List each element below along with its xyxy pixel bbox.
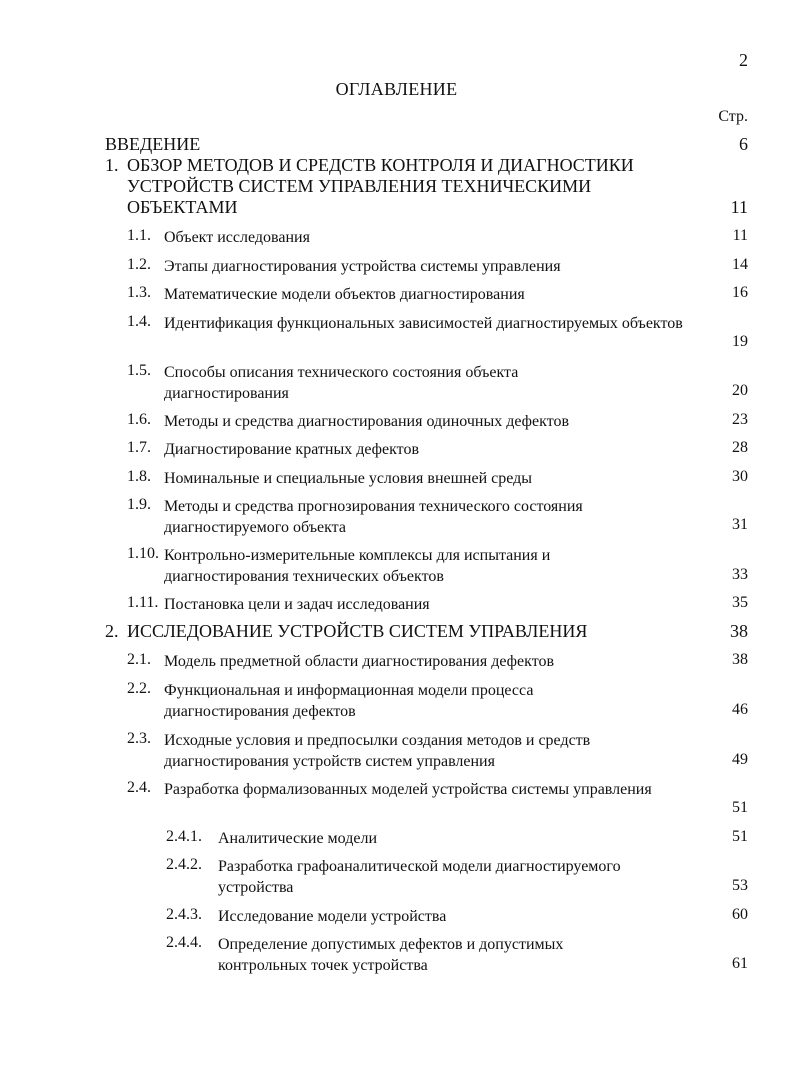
toc-entry-page: 60 (732, 906, 748, 923)
toc-entry-page: 11 (730, 197, 748, 217)
toc-entry-text: ВВЕДЕНИЕ (105, 134, 201, 154)
toc-entry-number: 2.2. (127, 680, 151, 697)
toc-entry-number: 2.4.1. (166, 828, 202, 845)
toc-entry-text: Способы описания технического состояния объекта диагностирования (164, 364, 519, 402)
page-title: ОГЛАВЛЕНИЕ (335, 79, 458, 99)
toc-entry-page: 49 (732, 751, 748, 768)
toc-entry-text: Разработка формализованных моделей устройства системы управления (164, 781, 652, 798)
toc-entry-text: Объект исследования (164, 229, 310, 246)
toc-entry-text: Разработка графоаналитической модели диагностируемого устройства (218, 858, 621, 896)
toc-entry-text: Исследование модели устройства (218, 908, 447, 925)
toc-entry-number: 1.10. (127, 545, 159, 562)
toc-entry-number: 2.4.4. (166, 934, 202, 951)
toc-entry-number: 2.4. (127, 779, 151, 796)
toc-entry-number: 1.3. (127, 284, 151, 301)
toc-entry-number: 1.2. (127, 256, 151, 273)
toc-entry-page: 38 (732, 651, 748, 668)
toc-entry-text: Этапы диагностирования устройства системы управления (164, 258, 561, 275)
toc-entry-text: Исходные условия и предпосылки создания методов и средств диагностирования устройств систем управления (164, 732, 591, 770)
toc-entry-number: 1.6. (127, 411, 151, 428)
toc-entry-page: 51 (732, 828, 748, 845)
toc-entry-page: 23 (732, 411, 748, 428)
toc-entry-number: 1.5. (127, 362, 151, 379)
toc-entry-text: Методы и средства прогнозирования технического состояния диагностируемого объекта (164, 498, 583, 536)
toc-entry-number: 2.4.2. (166, 856, 202, 873)
toc-entry-number: 1.4. (127, 313, 151, 330)
toc-entry-text: Номинальные и специальные условия внешней среды (164, 470, 533, 487)
toc-entry-text: Аналитические модели (218, 830, 377, 847)
toc-entry-text: ИССЛЕДОВАНИЕ УСТРОЙСТВ СИСТЕМ УПРАВЛЕНИЯ (127, 621, 588, 641)
toc-entry-text: Модель предметной области диагностирования дефектов (164, 653, 555, 670)
toc-entry-page: 14 (732, 256, 748, 273)
toc-entry-number: 1.1. (127, 227, 151, 244)
toc-entry-page: 51 (732, 799, 748, 816)
toc-entry-page: 28 (732, 439, 748, 456)
toc-entry-page: 30 (732, 468, 748, 485)
toc-entry-page: 19 (732, 333, 748, 350)
toc-entry-text: Контрольно-измерительные комплексы для испытания и диагностирования технических объектов (164, 547, 551, 585)
toc-entry-text: Математические модели объектов диагностирования (164, 286, 525, 303)
toc-entry-page: 31 (732, 516, 748, 533)
toc-entry-number: 1.8. (127, 468, 151, 485)
toc-entry-number: 2.3. (127, 730, 151, 747)
toc-entry-number: 2.1. (127, 651, 151, 668)
toc-entry-page: 38 (730, 621, 748, 641)
toc-entry-page: 11 (732, 227, 748, 244)
toc-entry-text: Диагностирование кратных дефектов (164, 441, 419, 458)
toc-entry-page: 53 (732, 877, 748, 894)
toc-entry-text: Идентификация функциональных зависимостей диагностируемых объектов (164, 315, 683, 332)
toc-entry-page: 46 (732, 701, 748, 718)
toc-entry-number: 1. (105, 155, 119, 175)
toc-entry-number: 2.4.3. (166, 906, 202, 923)
toc-entry-number: 2. (105, 621, 119, 641)
toc-entry-page: 6 (739, 134, 748, 154)
page-number: 2 (739, 50, 748, 70)
toc-entry-number: 1.9. (127, 496, 151, 513)
toc-entry-page: 35 (732, 594, 748, 611)
toc-entry-text: Определение допустимых дефектов и допустимых контрольных точек устройства (218, 936, 564, 974)
toc-entry-page: 20 (732, 382, 748, 399)
toc-entry-text: Методы и средства диагностирования одиночных дефектов (164, 413, 570, 430)
toc-entry-text: ОБЗОР МЕТОДОВ И СРЕДСТВ КОНТРОЛЯ И ДИАГНОСТИКИ УСТРОЙСТВ СИСТЕМ УПРАВЛЕНИЯ ТЕХНИЧЕСКИМИ ОБЪЕКТАМИ (127, 155, 634, 217)
page-column-label: Стр. (718, 108, 748, 125)
toc-entry-page: 16 (732, 284, 748, 301)
toc-entry-text: Постановка цели и задач исследования (164, 596, 430, 613)
toc-entry-page: 61 (732, 955, 748, 972)
toc-entry-number: 1.7. (127, 439, 151, 456)
toc-entry-page: 33 (732, 566, 748, 583)
toc-entry-text: Функциональная и информационная модели процесса диагностирования дефектов (164, 682, 534, 720)
toc-entry-number: 1.11. (127, 594, 159, 611)
